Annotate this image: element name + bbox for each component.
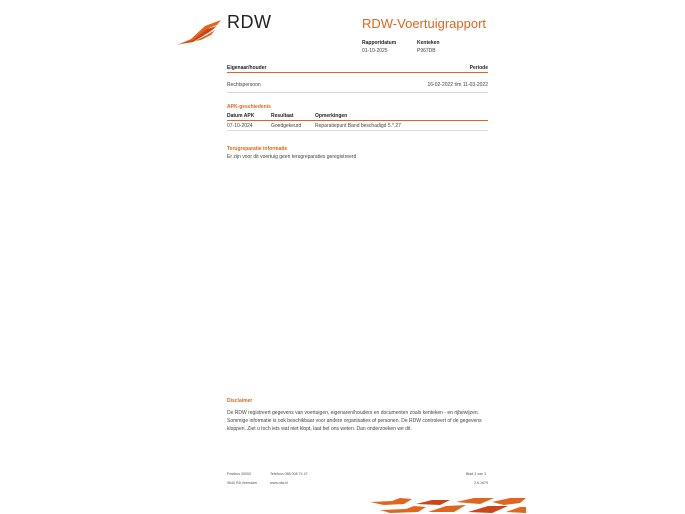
license-plate-label: Kenteken	[417, 40, 440, 46]
period-value: 16-02-2022 t/m 11-03-2022	[427, 82, 488, 88]
rdw-logo-icon	[177, 20, 221, 46]
apk-result-header: Resultaat	[271, 113, 294, 119]
footer-city: 9640 RA Veendam	[227, 481, 257, 485]
repair-section-title: Terugreparatie informatie	[227, 146, 288, 152]
apk-remarks-cell: Reparatiepunt Band beschadigd 5.*.27	[315, 123, 401, 129]
footer-page-number: Blad 3 van 3	[466, 472, 486, 476]
decorative-stripes-icon	[370, 496, 526, 514]
report-date-value: 01-10-2025	[362, 48, 388, 54]
owner-table-header	[227, 64, 488, 73]
apk-result-cell: Goedgekeurd	[271, 123, 302, 129]
report-title: RDW-Voertuigrapport	[362, 16, 487, 31]
license-plate-value: P967DB	[417, 48, 436, 54]
report-date-label: Rapportdatum	[362, 40, 397, 46]
brand-name: RDW	[227, 12, 272, 32]
repair-text: Er zijn voor dit voertuig geen terugreparaties geregistreerd	[227, 154, 357, 160]
footer-phone: Telefoon 088 008 74 47	[270, 472, 308, 476]
disclaimer-title: Disclaimer	[227, 398, 253, 404]
owner-column-header: Eigenaar/houder	[227, 65, 267, 71]
apk-remarks-header: Opmerkingen	[315, 113, 348, 119]
apk-table-header	[227, 113, 488, 121]
divider	[227, 130, 488, 131]
apk-date-cell: 07-10-2024	[227, 123, 253, 129]
period-column-header: Periode	[469, 65, 488, 71]
disclaimer-text: De RDW registreert gegevens van voertuigen, eigenaren/houders en documenten zoals kenteken - en rijbewijzen. Sommige informatie is ook beschikbaar voor andere organisaties of personen. De RDW controleert of de gegevens kloppen. Ziet u toch iets wat niet klopt, laat het ons weten. Dan onderzoeken we dit.	[227, 410, 482, 432]
footer-code: 2.6.1679	[474, 481, 488, 485]
divider	[227, 92, 488, 93]
footer-postbus: Postbus 30000	[227, 472, 251, 476]
footer-website[interactable]: www.rdw.nl	[270, 481, 288, 485]
apk-section-title: APK-geschiedenis	[227, 104, 271, 110]
owner-value: Rechtspersoon	[227, 82, 261, 88]
apk-date-header: Datum APK	[227, 113, 255, 119]
